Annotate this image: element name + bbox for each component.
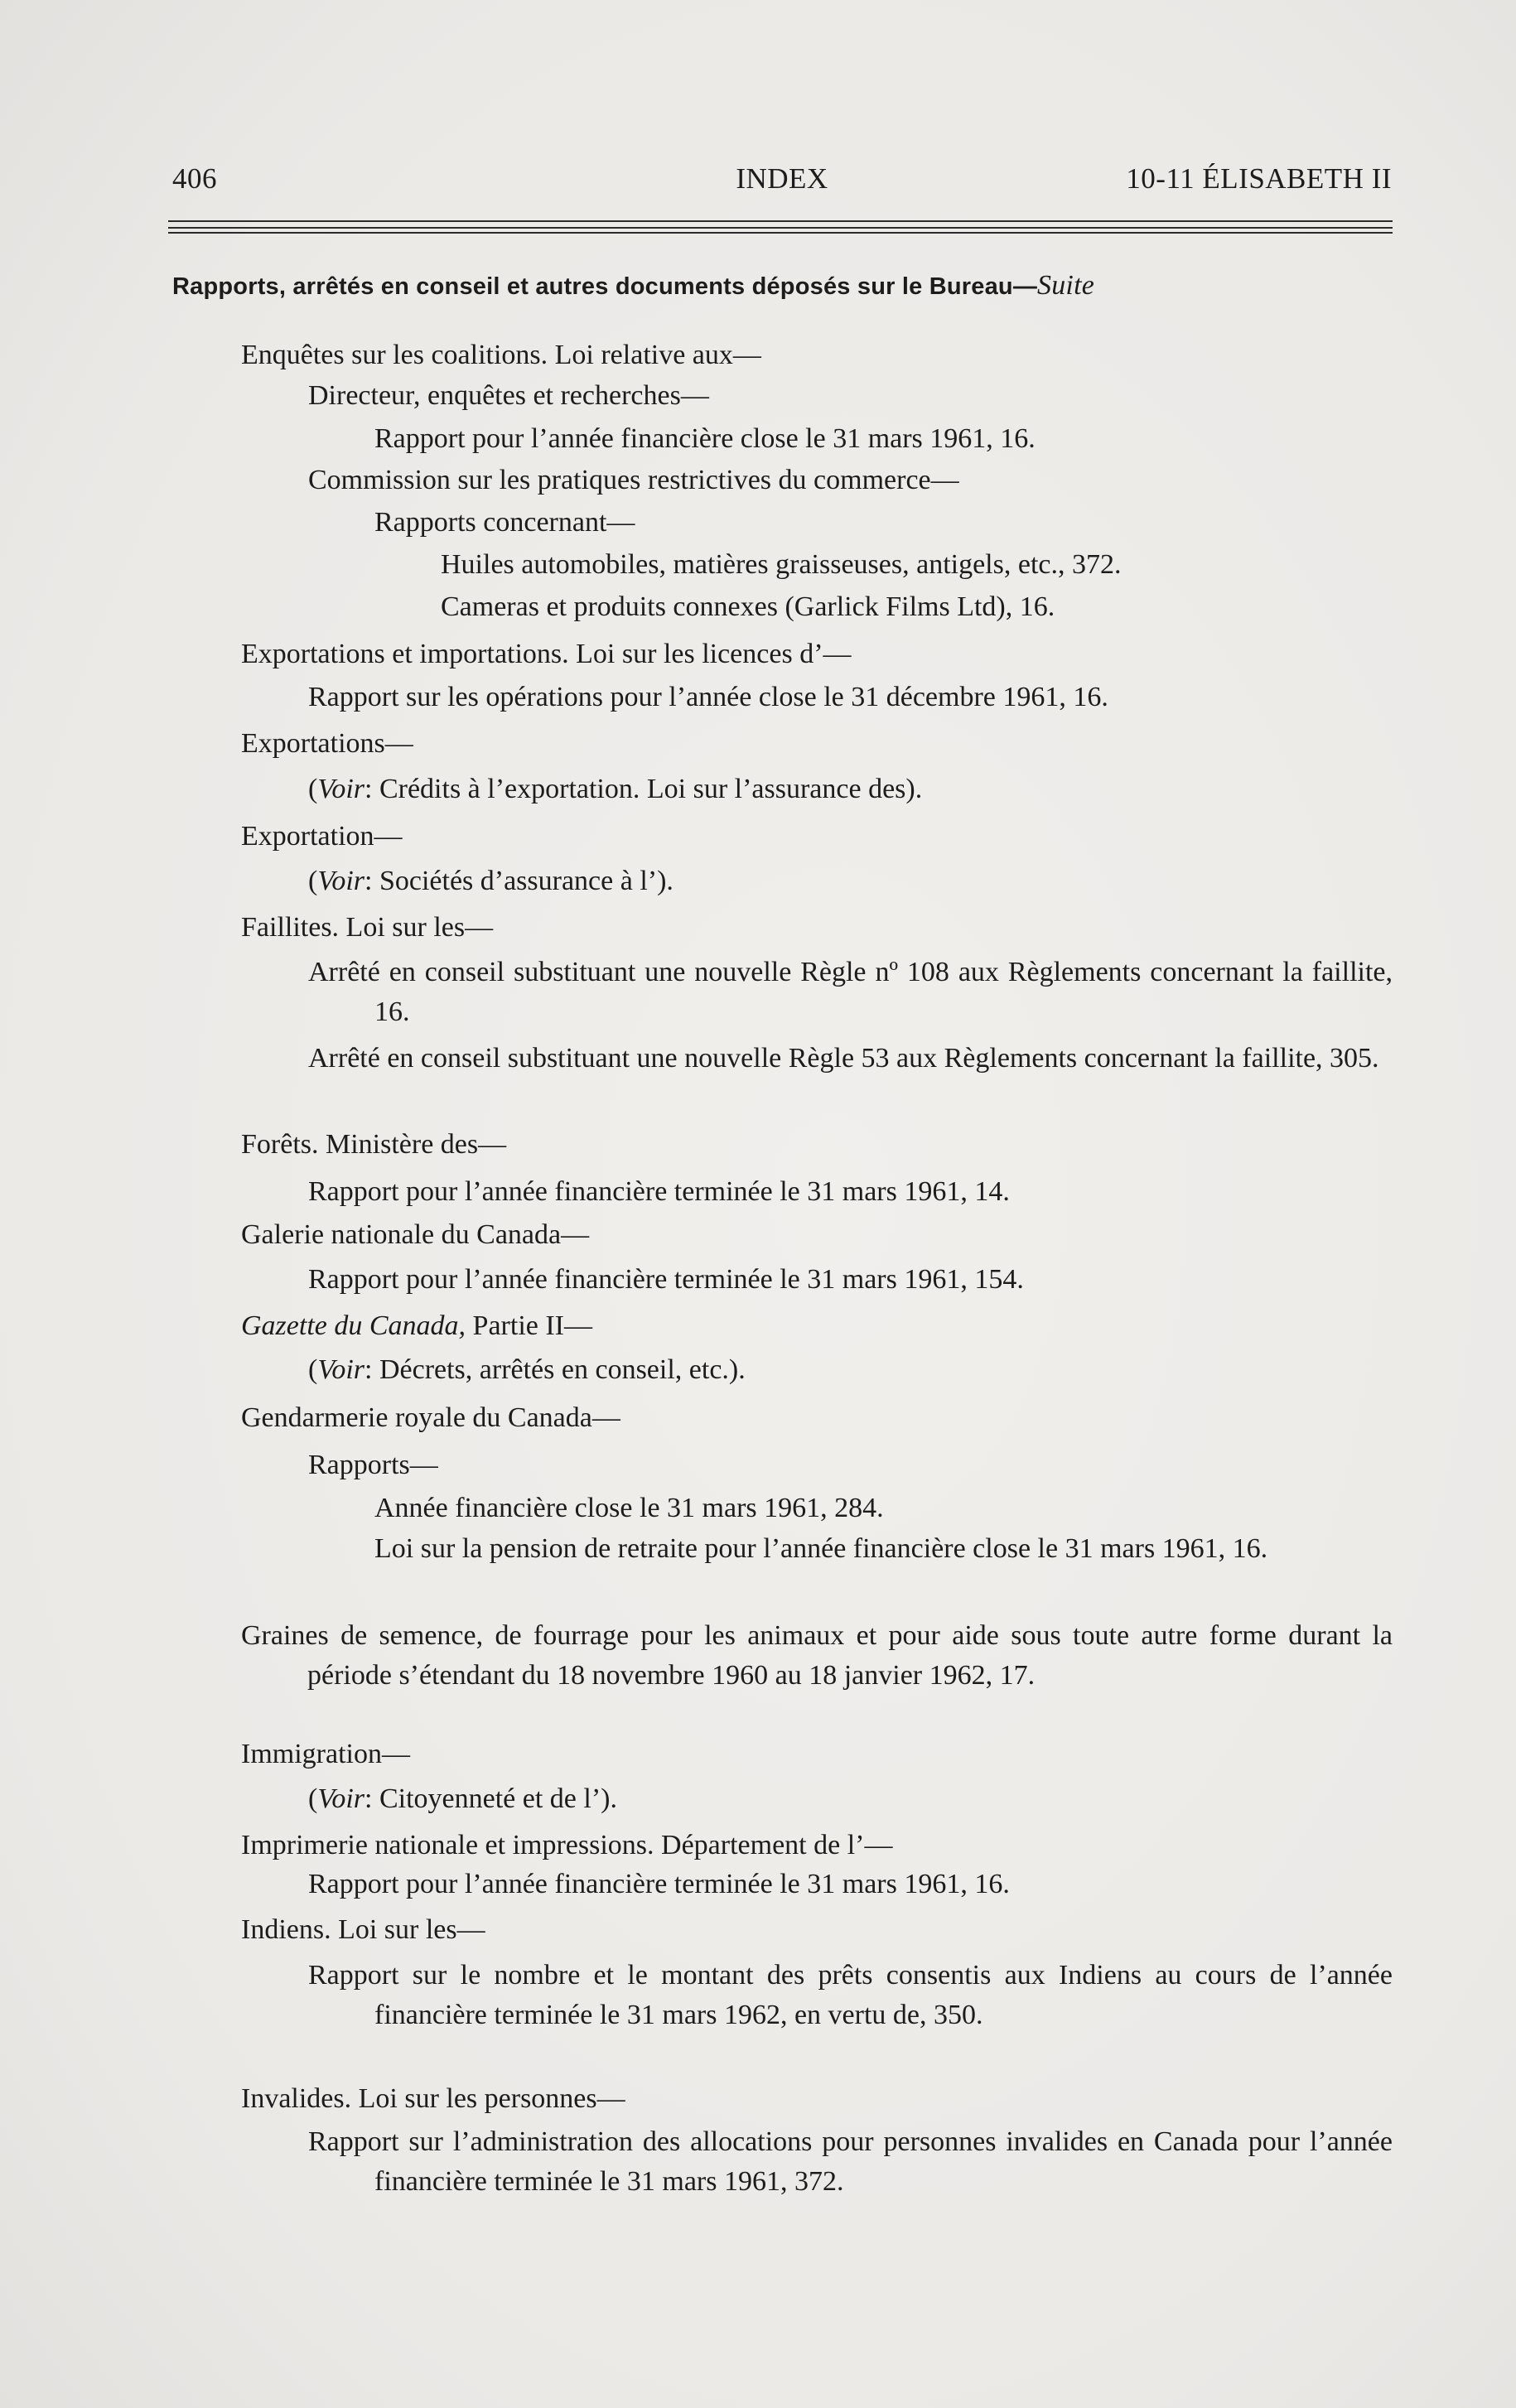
paren: ( <box>308 1354 318 1385</box>
index-entry: Indiens. Loi sur les— <box>241 1914 485 1945</box>
index-subentry: Arrêté en conseil substituant une nouvelle Règle nº 108 aux Règlements concernant la faillite, 16. <box>308 957 1393 1027</box>
cross-reference-text: : Crédits à l’exportation. Loi sur l’assurance des). <box>365 774 923 804</box>
cross-reference <box>308 861 674 901</box>
index-subentry: Rapport sur l’administration des allocations pour personnes invalides en Canada pour l’année financière terminée le 31 mars 1961, 372. <box>308 2126 1393 2197</box>
index-subentry: Rapports concernant— <box>374 507 635 538</box>
cross-reference-text: : Décrets, arrêtés en conseil, etc.). <box>365 1354 746 1385</box>
index-subentry: Commission sur les pratiques restrictives du commerce— <box>308 465 959 495</box>
header-rule <box>168 232 1393 234</box>
paren: ( <box>308 866 318 896</box>
running-header <box>172 162 1392 202</box>
section-heading <box>172 270 1094 302</box>
index-entry: Faillites. Loi sur les— <box>241 912 494 943</box>
index-entry <box>241 1306 592 1346</box>
index-entry: Galerie nationale du Canada— <box>241 1219 590 1250</box>
voir-label: Voir <box>317 1783 365 1814</box>
index-entry-text: Partie II— <box>466 1310 592 1341</box>
index-subentry: Arrêté en conseil substituant une nouvelle Règle 53 aux Règlements concernant la faillite, 305. <box>308 1043 1379 1074</box>
header-rule <box>168 227 1393 229</box>
index-entry: Forêts. Ministère des— <box>241 1129 507 1160</box>
index-entry: Immigration— <box>241 1739 410 1769</box>
index-subentry: Cameras et produits connexes (Garlick Films Ltd), 16. <box>441 591 1055 622</box>
index-subentry: Rapport pour l’année financière terminée le 31 mars 1961, 154. <box>308 1264 1024 1295</box>
voir-label: Voir <box>317 774 365 804</box>
publication-title: Gazette du Canada, <box>241 1310 466 1341</box>
cross-reference-text: : Sociétés d’assurance à l’). <box>365 866 674 896</box>
voir-label: Voir <box>317 866 365 896</box>
index-subentry: Année financière close le 31 mars 1961, 284. <box>374 1493 884 1523</box>
index-entry: Enquêtes sur les coalitions. Loi relative aux— <box>241 340 761 370</box>
voir-label: Voir <box>317 1354 365 1385</box>
index-subentry: Rapport pour l’année financière terminée le 31 mars 1961, 14. <box>308 1176 1010 1207</box>
cross-reference <box>308 1350 746 1390</box>
index-subentry: Rapport pour l’année financière close le 31 mars 1961, 16. <box>374 423 1036 454</box>
header-volume: 10-11 ÉLISABETH II <box>1126 162 1392 195</box>
page-number: 406 <box>172 162 217 195</box>
cross-reference <box>308 1779 617 1819</box>
index-subentry: Directeur, enquêtes et recherches— <box>308 380 709 411</box>
index-entry: Exportation— <box>241 821 403 852</box>
index-subentry: Rapport sur le nombre et le montant des prêts consentis aux Indiens au cours de l’année financière terminée le 31 mars 1962, en vertu de, 350. <box>308 1960 1393 2030</box>
cross-reference-text: : Citoyenneté et de l’). <box>365 1783 617 1814</box>
index-entry: Exportations— <box>241 728 413 759</box>
cross-reference <box>308 770 922 809</box>
index-subentry: Huiles automobiles, matières graisseuses, antigels, etc., 372. <box>441 549 1122 580</box>
index-subentry: Rapport pour l’année financière terminée le 31 mars 1961, 16. <box>308 1869 1010 1899</box>
header-rule <box>168 220 1393 222</box>
index-entry: Imprimerie nationale et impressions. Département de l’— <box>241 1830 893 1860</box>
index-entry: Invalides. Loi sur les personnes— <box>241 2083 625 2114</box>
index-subentry: Rapports— <box>308 1450 438 1480</box>
section-heading-suite: Suite <box>1037 270 1095 301</box>
index-entry: Gendarmerie royale du Canada— <box>241 1402 620 1433</box>
index-entry: Graines de semence, de fourrage pour les animaux et pour aide sous toute autre forme durant la période s’étendant du 18 novembre 1960 au 18 janvier 1962, 17. <box>241 1620 1393 1691</box>
header-title: INDEX <box>736 162 828 195</box>
paren: ( <box>308 774 318 804</box>
index-entry: Exportations et importations. Loi sur les licences d’— <box>241 639 852 669</box>
paren: ( <box>308 1783 318 1814</box>
section-heading-text: Rapports, arrêtés en conseil et autres documents déposés sur le Bureau— <box>172 273 1038 300</box>
index-subentry: Rapport sur les opérations pour l’année close le 31 décembre 1961, 16. <box>308 682 1108 712</box>
index-subentry: Loi sur la pension de retraite pour l’année financière close le 31 mars 1961, 16. <box>374 1533 1268 1564</box>
